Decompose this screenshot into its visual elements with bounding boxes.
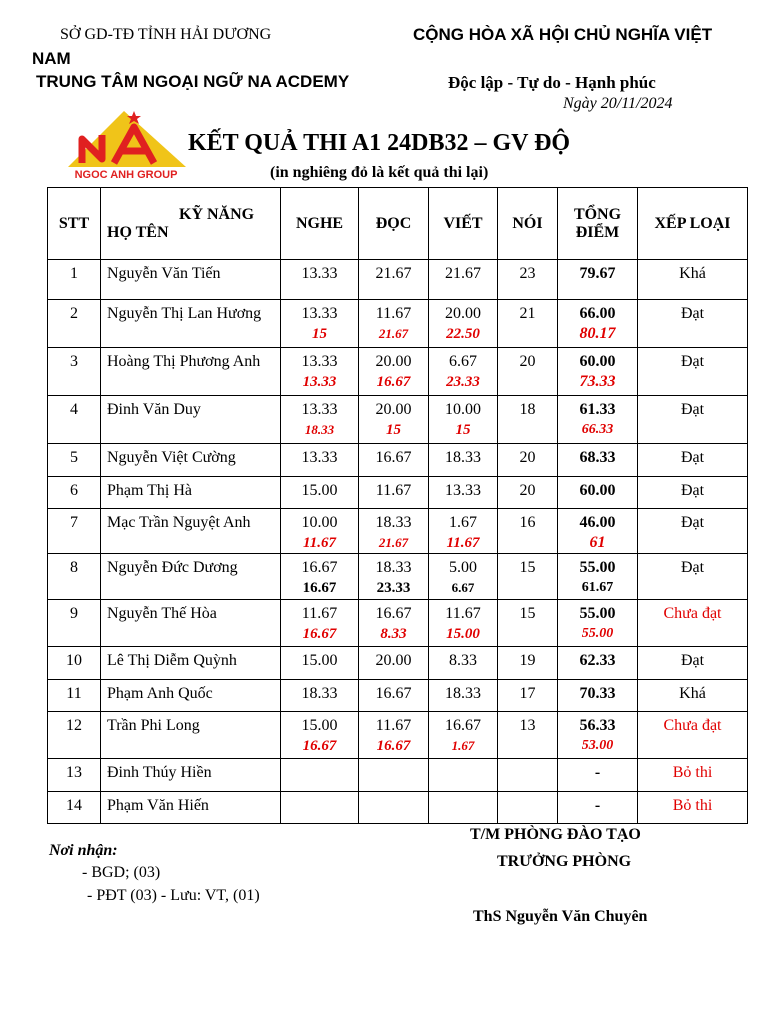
doc-score: 21.67 [375,265,412,282]
logo-text: NGOC ANH GROUP [74,169,178,181]
cell-viet [429,600,498,647]
cell-stt [48,444,101,477]
doc-score: 20.00 [375,353,412,370]
cell-name [101,759,281,792]
cell-noi [498,396,558,444]
cell-stt [48,554,101,600]
header-tong: TỔNG ĐIỂM [558,188,638,260]
cell-tong [558,348,638,396]
cell-xep-loai [638,600,748,647]
cell-name [101,647,281,680]
rating-label: Bỏ thi [672,797,713,814]
viet-retake-score: 23.33 [446,374,480,390]
stt-value: 11 [66,685,82,702]
total-score: 79.67 [579,265,616,282]
rating-label: Đạt [680,482,705,499]
cell-xep-loai [638,759,748,792]
header-department: SỞ GD-TĐ TỈNH HẢI DƯƠNG [60,26,272,43]
cell-stt [48,792,101,824]
stt-value: 6 [70,482,78,499]
total-score: 46.00 [579,514,616,531]
total-retake-score: 53.00 [581,738,614,753]
nghe-score: 13.33 [301,353,338,370]
cell-tong [558,554,638,600]
doc-score: 11.67 [375,482,412,499]
noi-score: 15 [519,605,536,622]
total-retake-score: 66.33 [581,422,614,437]
cell-name [101,680,281,712]
student-name: Phạm Thị Hà [107,482,193,499]
table-row [48,792,748,824]
stt-value: 12 [66,717,82,734]
signature-name: ThS Nguyễn Văn Chuyên [473,908,648,925]
cell-nghe [281,600,359,647]
ngoc-anh-group-logo [62,105,190,181]
stt-value: 7 [70,514,78,531]
cell-noi [498,509,558,554]
cell-noi [498,712,558,759]
cell-noi [498,600,558,647]
total-score: 70.33 [579,685,616,702]
cell-noi [498,554,558,600]
cell-nghe [281,444,359,477]
cell-nghe [281,348,359,396]
viet-retake-score: 1.67 [451,738,475,753]
doc-retake-score: 8.33 [380,626,407,642]
header-xep-loai: XẾP LOẠI [638,188,748,260]
noi-score: 23 [519,265,536,282]
noi-score: 18 [519,401,536,418]
cell-xep-loai [638,647,748,680]
cell-noi [498,260,558,300]
doc-score: 11.67 [375,305,412,322]
rating-label: Khá [679,685,706,702]
cell-viet [429,300,498,348]
cell-noi [498,477,558,509]
cell-xep-loai [638,444,748,477]
cell-stt [48,600,101,647]
viet-score: 18.33 [445,685,481,702]
noi-score: 19 [519,652,536,669]
cell-name [101,348,281,396]
stt-value: 14 [66,797,82,814]
cell-nghe [281,477,359,509]
header-viet: VIẾT [429,188,498,260]
noi-score: 21 [519,305,536,322]
rating-label: Đạt [680,353,705,370]
cell-noi [498,647,558,680]
rating-label: Đạt [680,305,705,322]
table-row [48,300,748,348]
cell-tong [558,396,638,444]
viet-retake-score: 22.50 [446,326,480,342]
recipient-line-1: - BGD; (03) [82,864,161,881]
total-score: 55.00 [579,605,616,622]
cell-stt [48,712,101,759]
cell-stt [48,348,101,396]
cell-tong [558,300,638,348]
cell-name [101,792,281,824]
nghe-retake-score: 18.33 [304,422,335,437]
cell-nghe [281,509,359,554]
cell-doc [359,759,429,792]
cell-tong [558,260,638,300]
cell-viet [429,759,498,792]
nghe-retake-score: 16.67 [302,738,337,754]
total-retake-score: 80.17 [579,325,616,342]
viet-retake-score: 6.67 [451,580,475,595]
cell-nghe [281,759,359,792]
nghe-score: 15.00 [301,482,338,499]
cell-noi [498,348,558,396]
header-motto: Độc lập - Tự do - Hạnh phúc [448,73,656,92]
table-row [48,348,748,396]
cell-nghe [281,647,359,680]
student-name: Nguyễn Thị Lan Hương [107,305,262,322]
cell-doc [359,509,429,554]
doc-retake-score: 23.33 [376,580,411,596]
nghe-score: 13.33 [301,305,338,322]
doc-score: 18.33 [375,514,412,531]
rating-label: Khá [679,265,706,282]
cell-viet [429,477,498,509]
cell-nghe [281,680,359,712]
table-row [48,444,748,477]
cell-noi [498,759,558,792]
table-row [48,260,748,300]
document-subtitle: (in nghiêng đỏ là kết quả thi lại) [270,164,489,181]
doc-score: 11.67 [375,717,412,734]
cell-tong [558,509,638,554]
student-name: Nguyễn Việt Cường [107,449,236,466]
cell-doc [359,300,429,348]
cell-stt [48,477,101,509]
total-retake-score: 55.00 [581,626,614,641]
doc-score: 16.67 [375,685,412,702]
cell-nghe [281,260,359,300]
header-date: Ngày 20/11/2024 [563,95,673,112]
stt-value: 9 [70,605,78,622]
total-score: 61.33 [579,401,616,418]
cell-stt [48,300,101,348]
signature-position: TRƯỞNG PHÒNG [497,853,632,870]
stt-value: 13 [66,764,82,781]
header-nghe: NGHE [281,188,359,260]
total-retake-score: 61.67 [581,580,614,595]
total-score: 66.00 [579,305,616,322]
table-row [48,759,748,792]
cell-xep-loai [638,348,748,396]
stt-value: 10 [66,652,82,669]
cell-xep-loai [638,792,748,824]
cell-nghe [281,300,359,348]
header-doc: ĐỌC [359,188,429,260]
doc-score: 16.67 [375,449,412,466]
doc-retake-score: 16.67 [376,738,411,754]
cell-tong [558,647,638,680]
cell-name [101,600,281,647]
viet-score: 8.33 [449,652,477,669]
stt-value: 2 [70,305,78,322]
cell-viet [429,260,498,300]
viet-score: 20.00 [445,305,481,322]
cell-xep-loai [638,509,748,554]
cell-name [101,509,281,554]
noi-score: 20 [519,449,536,466]
cell-tong [558,712,638,759]
stt-value: 3 [70,353,78,370]
rating-label: Chưa đạt [663,717,722,734]
cell-stt [48,396,101,444]
cell-doc [359,477,429,509]
cell-noi [498,444,558,477]
rating-label: Bỏ thi [672,764,713,781]
noi-score: 20 [519,353,536,370]
header-noi: NÓI [498,188,558,260]
noi-score: 20 [519,482,536,499]
header-stt: STT [48,188,101,260]
doc-retake-score: 16.67 [376,374,411,390]
nghe-retake-score: 16.67 [302,626,337,642]
viet-score: 21.67 [445,265,481,282]
cell-doc [359,260,429,300]
viet-score: 18.33 [445,449,481,466]
nghe-score: 13.33 [301,401,338,418]
nghe-score: 16.67 [301,559,338,576]
cell-name [101,554,281,600]
cell-nghe [281,712,359,759]
cell-viet [429,680,498,712]
student-name: Nguyễn Thế Hòa [107,605,217,622]
table-row [48,647,748,680]
student-name: Đinh Thúy Hiền [107,764,212,781]
cell-nghe [281,396,359,444]
cell-viet [429,792,498,824]
doc-score: 18.33 [375,559,412,576]
viet-score: 16.67 [445,717,481,734]
cell-stt [48,647,101,680]
cell-xep-loai [638,300,748,348]
rating-label: Chưa đạt [663,605,722,622]
cell-xep-loai [638,680,748,712]
cell-xep-loai [638,260,748,300]
cell-nghe [281,554,359,600]
cell-tong [558,759,638,792]
cell-tong [558,680,638,712]
cell-doc [359,680,429,712]
cell-viet [429,647,498,680]
total-score: 60.00 [579,353,616,370]
cell-tong [558,444,638,477]
cell-noi [498,300,558,348]
cell-doc [359,712,429,759]
doc-retake-score: 21.67 [378,326,409,341]
cell-doc [359,554,429,600]
cell-stt [48,759,101,792]
header-center-name: TRUNG TÂM NGOẠI NGỮ NA ACDEMY [36,72,350,91]
nghe-retake-score: 16.67 [302,580,337,596]
cell-name [101,396,281,444]
nghe-retake-score: 13.33 [302,374,337,390]
noi-score: 17 [519,685,536,702]
noi-score: 13 [519,717,536,734]
results-table [47,187,748,824]
student-name: Hoàng Thị Phương Anh [107,353,261,370]
total-score: 62.33 [579,652,616,669]
table-header-row [48,188,748,260]
nghe-retake-score: 15 [312,326,327,342]
viet-score: 11.67 [445,605,481,622]
doc-retake-score: 15 [386,422,401,438]
cell-viet [429,509,498,554]
cell-stt [48,260,101,300]
cell-viet [429,554,498,600]
doc-retake-score: 21.67 [378,535,409,550]
total-score: 60.00 [579,482,616,499]
table-row [48,396,748,444]
total-retake-score: 61 [589,534,606,551]
cell-xep-loai [638,712,748,759]
student-name: Trần Phi Long [107,717,200,734]
document-title: KẾT QUẢ THI A1 24DB32 – GV ĐỘ [188,130,571,156]
recipient-line-2: - PĐT (03) - Lưu: VT, (01) [87,887,260,904]
doc-score: 20.00 [375,652,412,669]
cell-viet [429,348,498,396]
nghe-score: 15.00 [301,652,338,669]
cell-noi [498,680,558,712]
header-national-title: CỘNG HÒA XÃ HỘI CHỦ NGHĨA VIỆT [413,25,713,44]
viet-retake-score: 15.00 [446,626,480,642]
cell-doc [359,444,429,477]
viet-retake-score: 11.67 [446,535,480,551]
viet-score: 13.33 [445,482,481,499]
cell-stt [48,680,101,712]
rating-label: Đạt [680,401,705,418]
student-name: Nguyễn Đức Dương [107,559,238,576]
rating-label: Đạt [680,514,705,531]
table-row [48,477,748,509]
cell-viet [429,444,498,477]
nghe-score: 15.00 [301,717,338,734]
signature-office: T/M PHÒNG ĐÀO TẠO [470,826,641,843]
cell-doc [359,396,429,444]
table-row [48,680,748,712]
cell-name [101,477,281,509]
rating-label: Đạt [680,449,705,466]
cell-viet [429,396,498,444]
nghe-score: 13.33 [301,265,338,282]
nghe-score: 18.33 [301,685,338,702]
rating-label: Đạt [680,652,705,669]
cell-viet [429,712,498,759]
cell-xep-loai [638,396,748,444]
viet-retake-score: 15 [455,422,471,438]
stt-value: 4 [70,401,78,418]
viet-score: 1.67 [449,514,477,531]
header-name-label: HỌ TÊN [107,223,169,241]
cell-tong [558,477,638,509]
cell-stt [48,509,101,554]
cell-noi [498,792,558,824]
recipients-label: Nơi nhận: [49,842,118,859]
student-name: Đinh Văn Duy [107,401,201,418]
table-row [48,554,748,600]
header-skill-label: KỸ NĂNG [179,205,255,223]
table-row [48,712,748,759]
table-row [48,600,748,647]
nghe-score: 13.33 [301,449,338,466]
student-name: Nguyễn Văn Tiến [107,265,221,282]
student-name: Phạm Văn Hiến [107,797,209,814]
cell-name [101,300,281,348]
nghe-score: 10.00 [301,514,338,531]
cell-nghe [281,792,359,824]
stt-value: 1 [70,265,78,282]
total-score: 56.33 [579,717,616,734]
doc-score: 20.00 [375,401,412,418]
total-score: - [594,764,601,781]
cell-tong [558,792,638,824]
rating-label: Đạt [680,559,705,576]
cell-name [101,260,281,300]
table-row [48,509,748,554]
total-score: - [594,797,601,814]
cell-name [101,444,281,477]
noi-score: 15 [519,559,536,576]
stt-value: 5 [70,449,78,466]
cell-xep-loai [638,554,748,600]
doc-score: 16.67 [375,605,412,622]
total-score: 55.00 [579,559,616,576]
cell-doc [359,792,429,824]
cell-doc [359,647,429,680]
cell-tong [558,600,638,647]
student-name: Lê Thị Diễm Quỳnh [107,652,237,669]
nghe-score: 11.67 [301,605,338,622]
student-name: Phạm Anh Quốc [107,685,213,702]
noi-score: 16 [519,514,536,531]
total-retake-score: 73.33 [579,373,616,390]
total-score: 68.33 [579,449,616,466]
viet-score: 10.00 [445,401,481,418]
nghe-retake-score: 11.67 [303,535,336,551]
cell-xep-loai [638,477,748,509]
stt-value: 8 [70,559,78,576]
student-name: Mạc Trần Nguyệt Anh [107,514,251,531]
header-national-title-wrap: NAM [32,49,71,68]
cell-doc [359,348,429,396]
viet-score: 5.00 [449,559,477,576]
viet-score: 6.67 [449,353,477,370]
cell-name [101,712,281,759]
cell-doc [359,600,429,647]
header-name [101,188,281,260]
